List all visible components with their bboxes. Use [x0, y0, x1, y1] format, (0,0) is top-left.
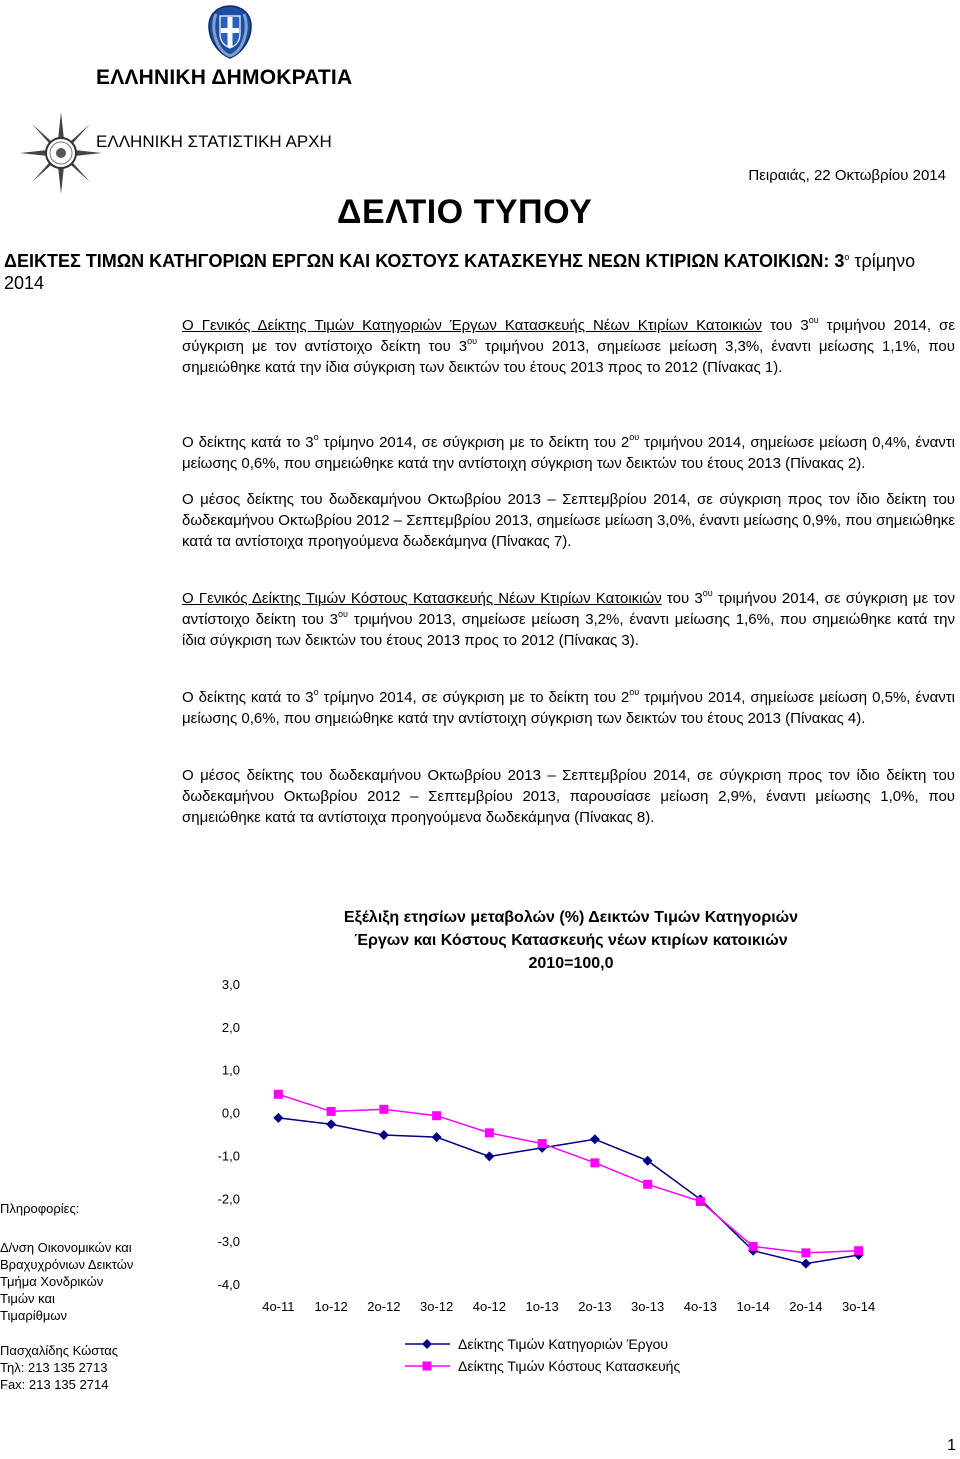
republic-heading: ΕΛΛΗΝΙΚΗ ΔΗΜΟΚΡΑΤΙΑ: [96, 66, 353, 89]
info-dept-3: Τμήμα Χονδρικών: [0, 1274, 104, 1289]
x-tick-label: 2o-14: [789, 1299, 823, 1314]
y-tick-label: -4,0: [217, 1277, 240, 1292]
headline-bold: ΔΕΙΚΤΕΣ ΤΙΜΩΝ ΚΑΤΗΓΟΡΙΩΝ ΕΡΓΩΝ ΚΑΙ ΚΟΣΤΟΥΣ ΚΑΤΑΣΚΕΥΗΣ ΝΕΩΝ ΚΤΙΡΙΩΝ ΚΑΤΟΙΚΙΩΝ: 3: [4, 251, 845, 271]
y-tick-label: -2,0: [217, 1191, 240, 1207]
x-tick-label: 2o-13: [578, 1299, 612, 1314]
x-tick-label: 3o-13: [631, 1299, 665, 1314]
series-line: [278, 1094, 858, 1253]
p5-text-b: τρίμηνο 2014, σε σύγκριση με το δείκτη του 2: [318, 689, 630, 706]
p1-text-c: τριμήνου 2013, σημείωσε μείωση 3,3%, έναντι μείωσης 1,1%, που σημειώθηκε κατά την ίδια σύγκριση των δεικτών του έτους 2013 προς το 2012 (Πίνακας 1).: [182, 338, 955, 376]
data-point-diamond: [432, 1132, 442, 1142]
data-point-square: [485, 1128, 494, 1137]
data-point-diamond: [484, 1151, 494, 1161]
p4-underlined: Ο Γενικός Δείκτης Τιμών Κόστους Κατασκευής Νέων Κτιρίων Κατοικιών: [182, 590, 662, 607]
chart-title-line-1: Εξέλιξη ετησίων μεταβολών (%) Δεικτών Τιμών Κατηγοριών: [343, 909, 799, 926]
compass-logo-icon: [20, 112, 102, 194]
x-tick-label: 2o-12: [367, 1299, 401, 1314]
x-tick-label: 1o-14: [736, 1299, 770, 1314]
page-number: 1: [947, 1437, 956, 1454]
p2-sup-1: ο: [313, 432, 319, 442]
paragraph-3: Ο μέσος δείκτης του δωδεκαμήνου Οκτωβρίου 2013 – Σεπτεμβρίου 2014, σε σύγκριση προς τον ίδιο δείκτη του δωδεκαμήνου Οκτωβρίου 2012 – Σεπτεμβρίου 2013, σημείωσε μείωση 3,0%, έναντι μείωσης 0,9%, που σημειώθηκε κατά τα αντίστοιχα προηγούμενα δωδεκάμηνα (Πίνακας 7).: [182, 491, 955, 550]
data-point-square: [538, 1139, 547, 1148]
info-phone: Τηλ: 213 135 2713: [0, 1360, 108, 1375]
page-title: ΔΕΛΤΙΟ ΤΥΠΟΥ: [337, 193, 593, 231]
p5-sup-2: ου: [629, 687, 640, 697]
info-dept-1: Δ/νση Οικονομικών και: [0, 1240, 132, 1255]
data-point-diamond: [379, 1130, 389, 1140]
p5-text-c: τριμήνου 2014, σημείωσε μείωση 0,5%, έναντι μείωσης 0,6%, που σημειώθηκε κατά την αντίστοιχη σύγκριση των δεικτών του έτους 2013 (Πίνακας 4).: [182, 689, 956, 727]
data-point-square: [749, 1242, 758, 1251]
data-point-diamond: [801, 1259, 811, 1269]
y-tick-label: 1,0: [221, 1062, 240, 1078]
p2-text-b: τρίμηνο 2014, σε σύγκριση με το δείκτη του 2: [318, 434, 630, 451]
x-tick-label: 3o-14: [842, 1299, 876, 1314]
data-point-square: [643, 1180, 652, 1189]
p4-text-b: τριμήνου 2014, σε σύγκριση με τον αντίστοιχο δείκτη του 3: [182, 590, 955, 628]
y-tick-label: 0,0: [221, 1105, 240, 1121]
p4-text-a: του 3: [661, 590, 703, 607]
p1-text-a: του 3: [762, 317, 809, 334]
series-line: [278, 1118, 858, 1264]
data-point-square: [590, 1158, 599, 1167]
data-point-diamond: [326, 1119, 336, 1129]
paragraph-4: [182, 588, 955, 651]
data-point-diamond: [273, 1113, 283, 1123]
paragraph-2: [182, 432, 955, 474]
x-tick-label: 4o-12: [472, 1299, 506, 1314]
legend-label: Δείκτης Τιμών Κόστους Κατασκευής: [458, 1358, 681, 1374]
chart-title-line-2: Έργων και Κόστους Κατασκευής νέων κτιρίων κατοικιών: [354, 932, 788, 949]
x-tick-label: 3o-12: [420, 1299, 454, 1314]
headline: [4, 250, 952, 294]
p1-sup-2: ου: [467, 336, 478, 346]
p2-sup-2: ου: [629, 432, 640, 442]
data-point-square: [801, 1248, 810, 1257]
y-tick-label: -1,0: [217, 1148, 240, 1164]
info-dept-2: Βραχυχρόνιων Δεικτών: [0, 1257, 134, 1272]
info-name: Πασχαλίδης Κώστας: [0, 1343, 119, 1358]
x-tick-label: 4o-11: [262, 1299, 295, 1314]
paragraph-6: Ο μέσος δείκτης του δωδεκαμήνου Οκτωβρίου 2013 – Σεπτεμβρίου 2014, σε σύγκριση προς τον ίδιο δείκτη του δωδεκαμήνου Οκτωβρίου 2012 – Σεπτεμβρίου 2013, παρουσίασε μείωση 2,9%, έναντι μείωσης 1,0%, που σημειώθηκε κατά τα αντίστοιχα προηγούμενα δωδεκάμηνα (Πίνακας 8).: [182, 767, 955, 826]
p4-sup-2: ου: [338, 609, 348, 619]
p2-text-c: τριμήνου 2014, σημείωσε μείωση 0,4%, έναντι μείωσης 0,6%, που σημειώθηκε κατά την αντίστοιχη σύγκριση των δεικτών του έτους 2013 (Πίνακας 2).: [182, 434, 956, 472]
data-point-square: [696, 1197, 705, 1206]
p1-sup-1: ου: [808, 315, 819, 325]
data-point-square: [274, 1090, 283, 1099]
contact-info: [0, 1200, 175, 1393]
info-label: Πληροφορίες:: [0, 1201, 80, 1216]
data-point-square: [854, 1246, 863, 1255]
x-tick-label: 4o-13: [683, 1299, 717, 1314]
paragraph-5: [182, 687, 955, 729]
data-point-diamond: [643, 1156, 653, 1166]
info-dept-5: Τιμαρίθμων: [0, 1308, 68, 1323]
p4-sup-1: ου: [702, 588, 713, 598]
data-point-square: [432, 1111, 441, 1120]
p5-sup-1: ο: [313, 687, 319, 697]
y-tick-label: -3,0: [217, 1234, 240, 1250]
data-point-diamond: [590, 1134, 600, 1144]
p5-text-a: Ο δείκτης κατά το 3: [182, 689, 314, 706]
legend-marker-square: [423, 1362, 432, 1371]
paragraph-1: [182, 315, 955, 378]
p1-text-b: τριμήνου 2014, σε σύγκριση με τον αντίστοιχο δείκτη του 3: [182, 317, 956, 355]
p4-text-c: τριμήνου 2013, σημείωσε μείωση 3,2%, έναντι μείωσης 1,6%, που σημειώθηκε κατά την ίδια σύγκριση των δεικτών του έτους 2013 προς το 2012 (Πίνακας 3).: [182, 611, 955, 649]
legend-label: Δείκτης Τιμών Κατηγοριών Έργου: [458, 1336, 669, 1352]
p2-text-a: Ο δείκτης κατά το 3: [182, 434, 314, 451]
greek-emblem-icon: [204, 4, 256, 60]
y-tick-label: 3,0: [221, 977, 240, 992]
authority-heading: ΕΛΛΗΝΙΚΗ ΣΤΑΤΙΣΤΙΚΗ ΑΡΧΗ: [96, 132, 332, 151]
y-tick-label: 2,0: [221, 1019, 240, 1035]
press-date: Πειραιάς, 22 Οκτωβρίου 2014: [748, 167, 946, 184]
legend-marker-diamond: [422, 1339, 432, 1349]
info-fax: Fax: 213 135 2714: [0, 1377, 109, 1392]
data-point-square: [327, 1107, 336, 1116]
x-tick-label: 1o-12: [314, 1299, 348, 1314]
headline-sup: ο: [844, 252, 850, 262]
p1-underlined: Ο Γενικός Δείκτης Τιμών Κατηγοριών Έργων Κατασκευής Νέων Κτιρίων Κατοικιών: [182, 317, 763, 334]
headline-rest: τρίμηνο 2014: [4, 251, 916, 293]
info-dept-4: Τιμών και: [0, 1291, 55, 1306]
data-point-square: [379, 1105, 388, 1114]
x-tick-label: 1o-13: [525, 1299, 559, 1314]
chart-title-line-3: 2010=100,0: [528, 955, 614, 972]
